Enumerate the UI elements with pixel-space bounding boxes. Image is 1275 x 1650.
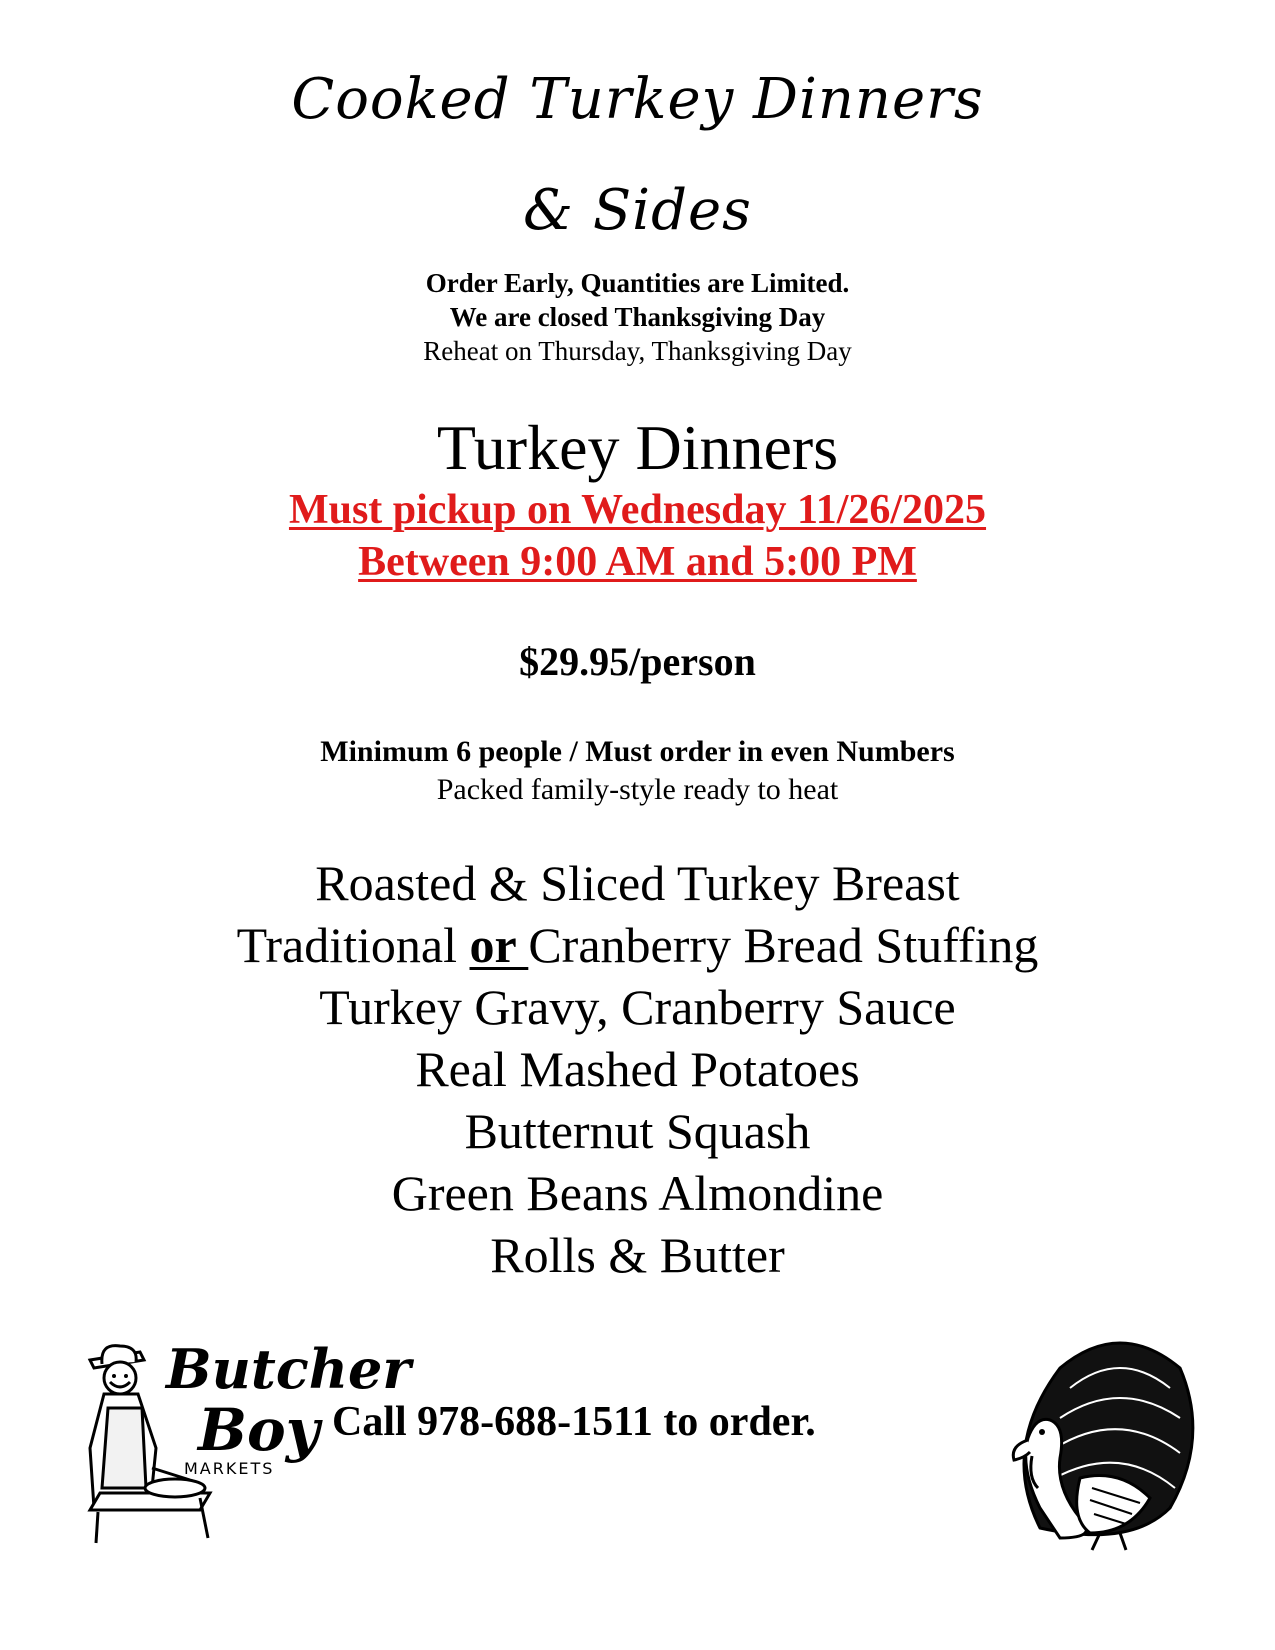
logo-word-boy: Boy [198, 1396, 320, 1464]
pickup-time: Between 9:00 AM and 5:00 PM [358, 539, 917, 585]
menu-item-stuffing-post: Cranberry Bread Stuffing [528, 917, 1039, 973]
menu-item-turkey: Roasted & Sliced Turkey Breast [315, 855, 960, 911]
menu-item-rolls: Rolls & Butter [490, 1227, 785, 1283]
script-title-line2: & Sides [523, 178, 752, 243]
turkey-icon [980, 1328, 1200, 1553]
logo-word-butcher: Butcher [166, 1337, 411, 1401]
menu-item-stuffing [0, 914, 1275, 976]
notice-closed: We are closed Thanksgiving Day [449, 302, 826, 332]
menu-item-stuffing-pre: Traditional [236, 917, 470, 973]
notice-reheat: Reheat on Thursday, Thanksgiving Day [423, 336, 852, 366]
minimum-order: Minimum 6 people / Must order in even Numbers [320, 735, 955, 768]
pickup-date: Must pickup on Wednesday 11/26/2025 [288, 487, 987, 533]
price: $29.95/person [519, 639, 756, 684]
section-title: Turkey Dinners [436, 412, 839, 483]
menu-item-green-beans: Green Beans Almondine [391, 1165, 884, 1221]
script-title-line1: Cooked Turkey Dinners [291, 67, 984, 132]
packed-info: Packed family-style ready to heat [436, 773, 839, 806]
call-to-order: Call 978-688-1511 to order. [332, 1399, 816, 1445]
butcher-boy-logo [80, 1337, 411, 1548]
notice-order-early: Order Early, Quantities are Limited. [425, 268, 850, 298]
logo-word-markets: MARKETS [184, 1459, 275, 1478]
menu-item-potatoes: Real Mashed Potatoes [415, 1041, 860, 1097]
menu-item-squash: Butternut Squash [464, 1103, 811, 1159]
menu-item-gravy: Turkey Gravy, Cranberry Sauce [319, 979, 956, 1035]
menu-item-stuffing-or: or [469, 917, 529, 973]
